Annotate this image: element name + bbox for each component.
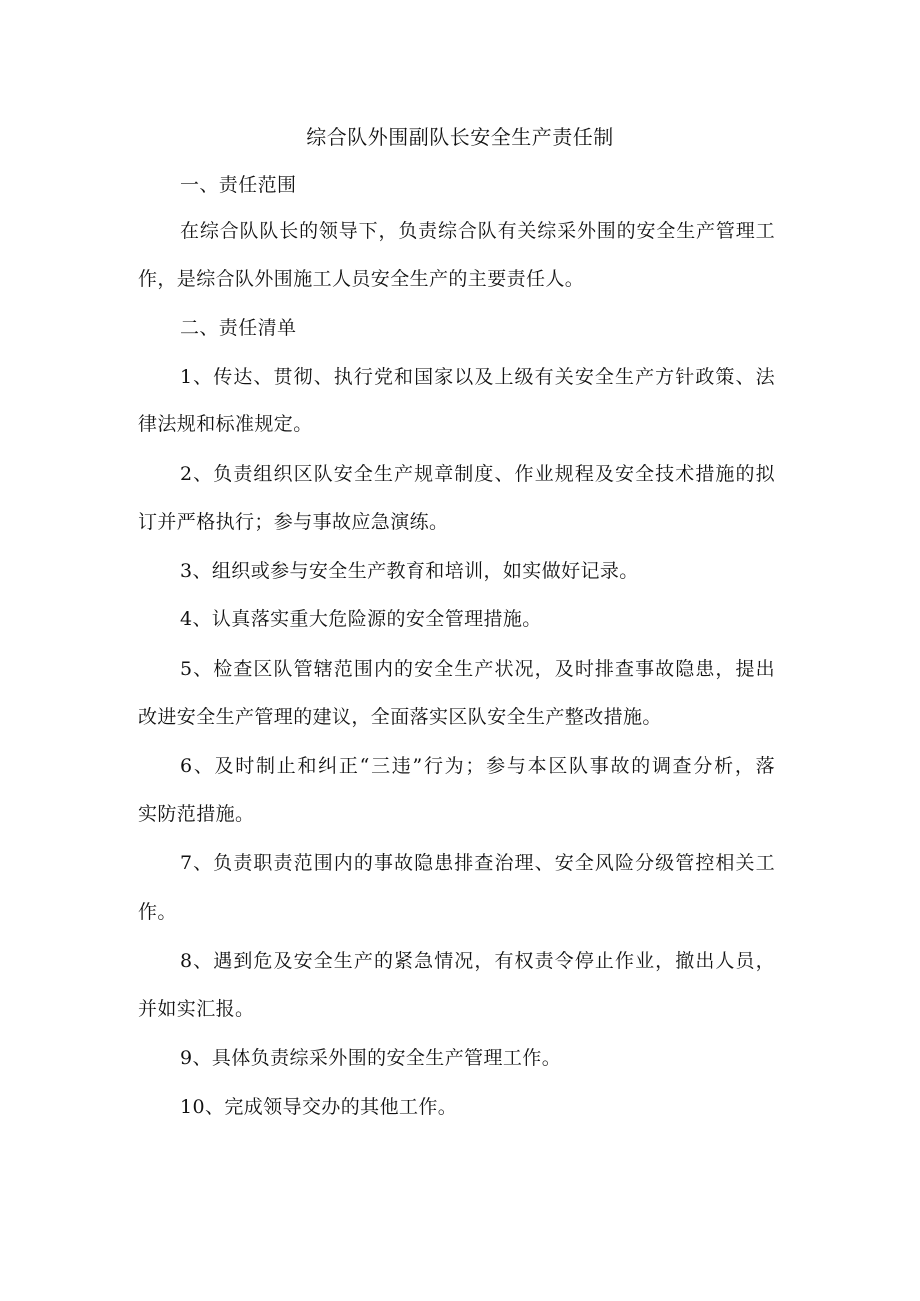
list-item-1-line-2: 律法规和标准规定。 <box>138 413 313 435</box>
list-item-8-line-1: 8、遇到危及安全生产的紧急情况，有权责令停止作业，撤出人员， <box>180 950 775 972</box>
list-item-7-line-1: 7、负责职责范围内的事故隐患排查治理、安全风险分级管控相关工 <box>180 852 775 874</box>
list-item-5-line-1: 5、检查区队管辖范围内的安全生产状况，及时排查事故隐患，提出 <box>180 658 775 680</box>
list-item-9: 9、具体负责综采外围的安全生产管理工作。 <box>180 1047 562 1069</box>
list-item-6-line-2: 实防范措施。 <box>138 803 255 825</box>
section-heading-scope: 一、责任范围 <box>180 174 297 196</box>
list-item-8-line-2: 并如实汇报。 <box>138 998 255 1020</box>
list-item-6-line-1: 6、及时制止和纠正“三违”行为；参与本区队事故的调查分析，落 <box>180 755 775 777</box>
scope-text-line-1: 在综合队队长的领导下，负责综合队有关综采外围的安全生产管理工 <box>180 220 775 242</box>
list-item-4: 4、认真落实重大危险源的安全管理措施。 <box>180 608 542 630</box>
list-item-2-line-1: 2、负责组织区队安全生产规章制度、作业规程及安全技术措施的拟 <box>180 463 775 485</box>
list-item-2-line-2: 订并严格执行；参与事故应急演练。 <box>138 511 449 533</box>
list-item-7-line-2: 作。 <box>138 901 177 923</box>
list-item-1-line-1: 1、传达、贯彻、执行党和国家以及上级有关安全生产方针政策、法 <box>180 366 775 388</box>
list-item-5-line-2: 改进安全生产管理的建议，全面落实区队安全生产整改措施。 <box>138 706 662 728</box>
list-item-3: 3、组织或参与安全生产教育和培训，如实做好记录。 <box>180 560 639 582</box>
document-title: 综合队外围副队长安全生产责任制 <box>306 125 614 149</box>
scope-text-line-2: 作，是综合队外围施工人员安全生产的主要责任人。 <box>138 268 585 290</box>
list-item-10: 10、完成领导交办的其他工作。 <box>180 1096 458 1118</box>
section-heading-list: 二、责任清单 <box>180 317 297 339</box>
